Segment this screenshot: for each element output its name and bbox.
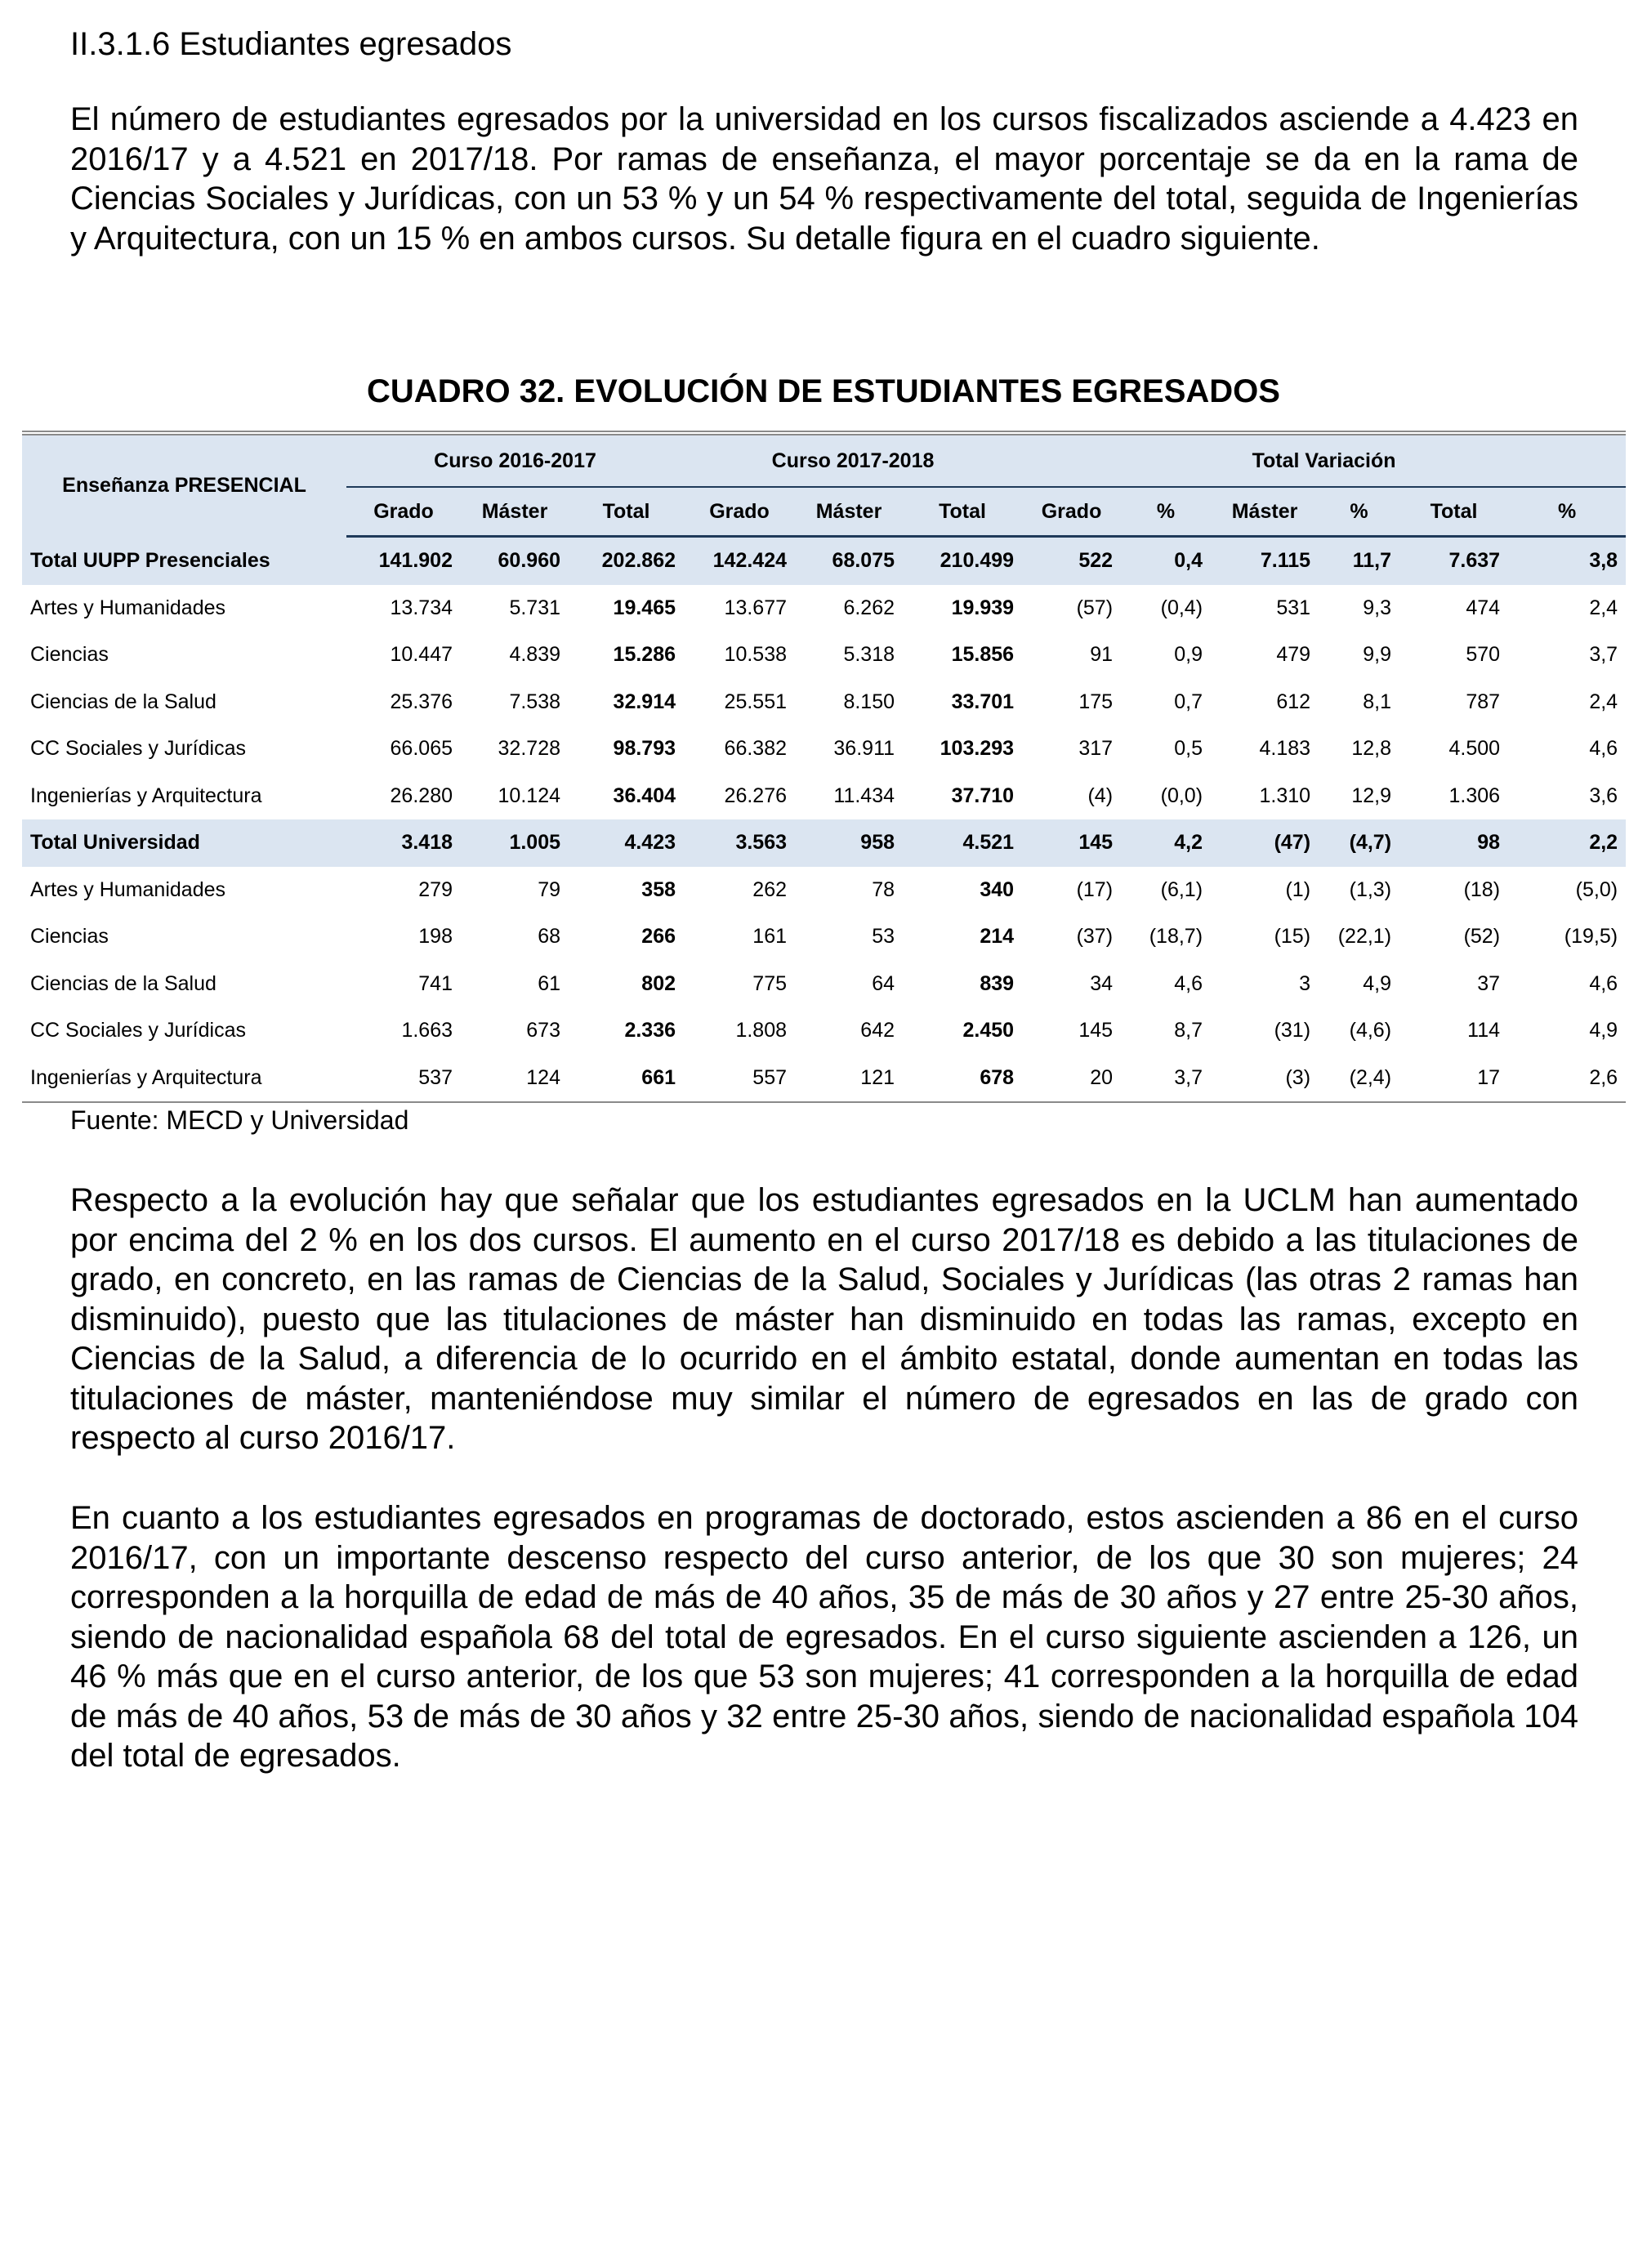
table-cell: 66.065 [390,737,453,761]
table-cell: 279 [418,877,453,901]
table-cell: 25.376 [390,690,453,713]
table-cell: 68.075 [795,537,903,585]
table-cell: 25.551 [724,690,788,713]
row-label: Total Universidad [22,819,346,867]
table-cell: 4.183 [1259,737,1311,761]
summary-row [22,819,1626,867]
table-cell: (2,4) [1319,1055,1399,1103]
table-row [22,773,1626,820]
table-cell: 19.465 [613,596,676,619]
column-header: Grado [346,487,461,537]
intro-paragraph: El número de estudiantes egresados por la universidad en los cursos fiscalizados asciende a 4.423 en 2016/17 y a 4.521 en 2017/18. Por ramas de enseñanza, el mayor porcentaje se da en la rama de Ciencias Sociales y Jurídicas, con un 53 % y un 54 % respectivamente del total, seguida de Ingenierías y Arquitectura, con un 15 % en ambos cursos. Su detalle figura en el cuadro siguiente. [70,101,1578,257]
table-cell: 12,8 [1351,737,1392,761]
table-cell: 7.115 [1211,537,1319,585]
table-cell: 12,9 [1351,784,1392,807]
table-cell: 802 [641,971,676,995]
table-cell: 64 [872,971,895,995]
row-label: Artes y Humanidades [30,596,226,619]
table-cell: 2.450 [962,1019,1015,1042]
table-cell: 3.563 [684,819,795,867]
table-cell: (0,0) [1160,784,1203,807]
table-cell: 557 [684,1055,795,1103]
table-cell: 19.939 [951,596,1015,619]
table-cell: 114 [1467,1019,1501,1042]
column-header: Máster [795,487,903,537]
group-header-2017-2018: Curso 2017-2018 [684,435,1022,487]
table-cell: 4,2 [1121,819,1211,867]
table-cell: (1) [1285,877,1311,901]
table-cell: (4) [1087,784,1114,807]
table-cell: 37 [1477,971,1501,995]
table-cell: 1.808 [735,1019,788,1042]
table-cell: 7.538 [509,690,560,713]
column-header: Total [903,487,1022,537]
table-cell: 79 [538,877,560,901]
table-cell: (4,6) [1349,1019,1392,1042]
row-label: Ciencias [30,643,109,667]
table-cell: 32.728 [498,737,560,761]
table-cell: 958 [795,819,903,867]
table-cell: 673 [526,1019,560,1042]
table-cell: 10.538 [724,643,788,667]
table-cell: (17) [1076,877,1114,901]
table-cell: 266 [641,925,676,949]
table-cell: (18) [1463,877,1501,901]
table-cell: 3.418 [346,819,461,867]
evolution-paragraph: Respecto a la evolución hay que señalar que los estudiantes egresados en la UCLM han aumentado por encima del 2 % en los dos cursos. El aumento en el curso 2017/18 es debido a las titulaciones de grado, en concreto, en las ramas de Ciencias de la Salud, Sociales y Jurídicas (las otras 2 ramas han disminuido), puesto que las titulaciones de máster han disminuido en todas las ramas, excepto en Ciencias de la Salud, a diferencia de lo ocurrido en el ámbito estatal, donde aumentan en todas las titulaciones de máster, manteniéndose muy similar el número de egresados en las de grado con respecto al curso 2016/17. [70,1182,1578,1456]
table-cell: 68 [538,925,560,949]
table-cell: 4,6 [1589,971,1618,995]
table-row [22,725,1626,773]
table-cell: (18,7) [1149,925,1203,949]
table-cell: 317 [1078,737,1114,761]
summary-row [22,537,1626,585]
table-header [22,435,1626,537]
doctorate-paragraph: En cuanto a los estudiantes egresados en programas de doctorado, estos ascienden a 86 en el curso 2016/17, con un importante descenso respecto del curso anterior, de los que 30 son mujeres; 24 corresponden a la horquilla de edad de más de 40 años, 35 de más de 30 años y 27 entre 25-30 años, siendo de nacionalidad española 68 del total de egresados. En el curso siguiente ascienden a 126, un 46 % más que en el curso anterior, de los que 53 son mujeres; 41 corresponden a la horquilla de edad de más de 40 años, 53 de más de 30 años y 32 entre 25-30 años, siendo de nacionalidad española 104 del total de egresados. [70,1500,1578,1774]
table-cell: (3) [1211,1055,1319,1103]
table-row [22,867,1626,914]
table-cell: 8,7 [1174,1019,1203,1042]
table-cell: 787 [1466,690,1501,713]
table-cell: 6.262 [843,596,895,619]
table-cell: 36.404 [613,784,676,807]
table-cell: 642 [860,1019,895,1042]
table-cell: 4,6 [1589,737,1618,761]
table-cell: 3,8 [1508,537,1626,585]
column-header: % [1508,487,1626,537]
table-cell: 3,7 [1121,1055,1211,1103]
table-cell: 537 [346,1055,461,1103]
table-cell: 53 [872,925,895,949]
table-cell: 13.677 [724,596,788,619]
table-cell: 661 [569,1055,684,1103]
table-cell: 61 [538,971,560,995]
table-cell: 262 [752,877,788,901]
table-cell: 175 [1078,690,1114,713]
table-cell: 1.310 [1259,784,1311,807]
table-row [22,1055,1626,1103]
table-cell: (5,0) [1575,877,1618,901]
table-cell: 9,9 [1363,643,1392,667]
table-cell: 4,9 [1589,1019,1618,1042]
table-row [22,913,1626,961]
table-cell: 2,2 [1508,819,1626,867]
table-cell: 98.793 [613,737,676,761]
section-heading: II.3.1.6 Estudiantes egresados [70,26,512,62]
table-cell: 91 [1090,643,1114,667]
table-cell: 1.663 [401,1019,453,1042]
table-cell: 839 [980,971,1015,995]
row-label: CC Sociales y Jurídicas [30,1019,246,1042]
row-label: Artes y Humanidades [30,877,226,901]
table-cell: 34 [1090,971,1114,995]
table-cell: 522 [1022,537,1121,585]
table-cell: 2.336 [624,1019,676,1042]
table-cell: 141.902 [346,537,461,585]
table-cell: 10.124 [498,784,560,807]
column-header: % [1319,487,1399,537]
column-header: Máster [461,487,569,537]
group-header-2016-2017: Curso 2016-2017 [346,435,684,487]
table-cell: 121 [795,1055,903,1103]
table-cell: 4.521 [903,819,1022,867]
table-cell: 32.914 [613,690,676,713]
table-cell: 124 [461,1055,569,1103]
table-cell: 3,6 [1589,784,1618,807]
table-cell: 775 [752,971,788,995]
table-row [22,632,1626,679]
table-cell: 145 [1078,1019,1114,1042]
column-header: Total [569,487,684,537]
table-cell: 98 [1399,819,1508,867]
table-cell: 0,4 [1121,537,1211,585]
table-cell: 678 [903,1055,1022,1103]
table-cell: 8,1 [1363,690,1392,713]
table-cell: 10.447 [390,643,453,667]
table-cell: 9,3 [1363,596,1392,619]
table-cell: (47) [1211,819,1319,867]
table-cell: 202.862 [569,537,684,585]
table-cell: 531 [1276,596,1311,619]
table-cell: 11.434 [833,784,895,807]
table-cell: 26.280 [390,784,453,807]
table-cell: 17 [1399,1055,1508,1103]
table-cell: 142.424 [684,537,795,585]
table-cell: 570 [1466,643,1501,667]
row-label: Ciencias de la Salud [30,971,216,995]
table-row [22,961,1626,1008]
table-source-note: Fuente: MECD y Universidad [70,1105,409,1135]
table-cell: 13.734 [390,596,453,619]
table-cell: (52) [1463,925,1501,949]
table-cell: 210.499 [903,537,1022,585]
table-cell: 103.293 [940,737,1015,761]
table-cell: 0,5 [1174,737,1203,761]
table-cell: 26.276 [724,784,788,807]
table-cell: 4.423 [569,819,684,867]
table-cell: 479 [1276,643,1311,667]
table-cell: (1,3) [1349,877,1392,901]
table-cell: (19,5) [1564,925,1618,949]
row-label: CC Sociales y Jurídicas [30,737,246,761]
column-header: Total [1399,487,1508,537]
table-cell: (31) [1274,1019,1311,1042]
table-cell: 4.839 [509,643,560,667]
column-header: Grado [1022,487,1121,537]
table-cell: 20 [1022,1055,1121,1103]
table-cell: 78 [872,877,895,901]
table-cell: 741 [418,971,453,995]
table-cell: 4.500 [1448,737,1501,761]
row-label: Ingenierías y Arquitectura [30,784,262,807]
table-cell: 1.306 [1448,784,1501,807]
column-header: % [1121,487,1211,537]
row-header-cell: Enseñanza PRESENCIAL [22,435,346,537]
table-cell: 5.318 [843,643,895,667]
table-cell: 7.637 [1399,537,1508,585]
table-cell: 2,6 [1508,1055,1626,1103]
row-label: Ingenierías y Arquitectura [22,1055,346,1103]
table-cell: (57) [1076,596,1114,619]
table-cell: 11,7 [1319,537,1399,585]
table-cell: 474 [1466,596,1501,619]
table-row [22,1007,1626,1055]
table-cell: 161 [752,925,788,949]
table-cell: 2,4 [1589,690,1618,713]
graduates-table [22,435,1626,1103]
data-table-container [22,431,1626,1103]
table-cell: 66.382 [724,737,788,761]
table-cell: (22,1) [1337,925,1392,949]
group-header-variation: Total Variación [1022,435,1626,487]
table-cell: 1.005 [461,819,569,867]
table-cell: 60.960 [461,537,569,585]
table-cell: 0,9 [1174,643,1203,667]
table-cell: 4,6 [1174,971,1203,995]
row-label: Total UUPP Presenciales [22,537,346,585]
table-cell: 340 [980,877,1015,901]
table-cell: (15) [1274,925,1311,949]
table-row [22,585,1626,632]
table-cell: 358 [641,877,676,901]
table-cell: 36.911 [833,737,895,761]
table-cell: (0,4) [1160,596,1203,619]
table-cell: 5.731 [509,596,560,619]
table-cell: 0,7 [1174,690,1203,713]
row-label: Ciencias de la Salud [30,690,216,713]
table-cell: 214 [980,925,1015,949]
table-cell: (4,7) [1319,819,1399,867]
table-cell: 612 [1276,690,1311,713]
table-cell: 15.286 [613,643,676,667]
table-cell: (6,1) [1160,877,1203,901]
column-header: Grado [684,487,795,537]
table-cell: 15.856 [951,643,1015,667]
table-cell: 3,7 [1589,643,1618,667]
table-body [22,537,1626,1103]
table-cell: 3 [1299,971,1311,995]
table-cell: 33.701 [951,690,1015,713]
row-label: Ciencias [30,925,109,949]
table-cell: 2,4 [1589,596,1618,619]
table-cell: 4,9 [1363,971,1392,995]
column-header: Máster [1211,487,1319,537]
table-cell: 198 [418,925,453,949]
table-title: CUADRO 32. EVOLUCIÓN DE ESTUDIANTES EGRESADOS [367,373,1280,409]
table-row [22,679,1626,726]
table-cell: 145 [1022,819,1121,867]
table-cell: 37.710 [951,784,1015,807]
table-cell: 8.150 [843,690,895,713]
table-cell: (37) [1076,925,1114,949]
